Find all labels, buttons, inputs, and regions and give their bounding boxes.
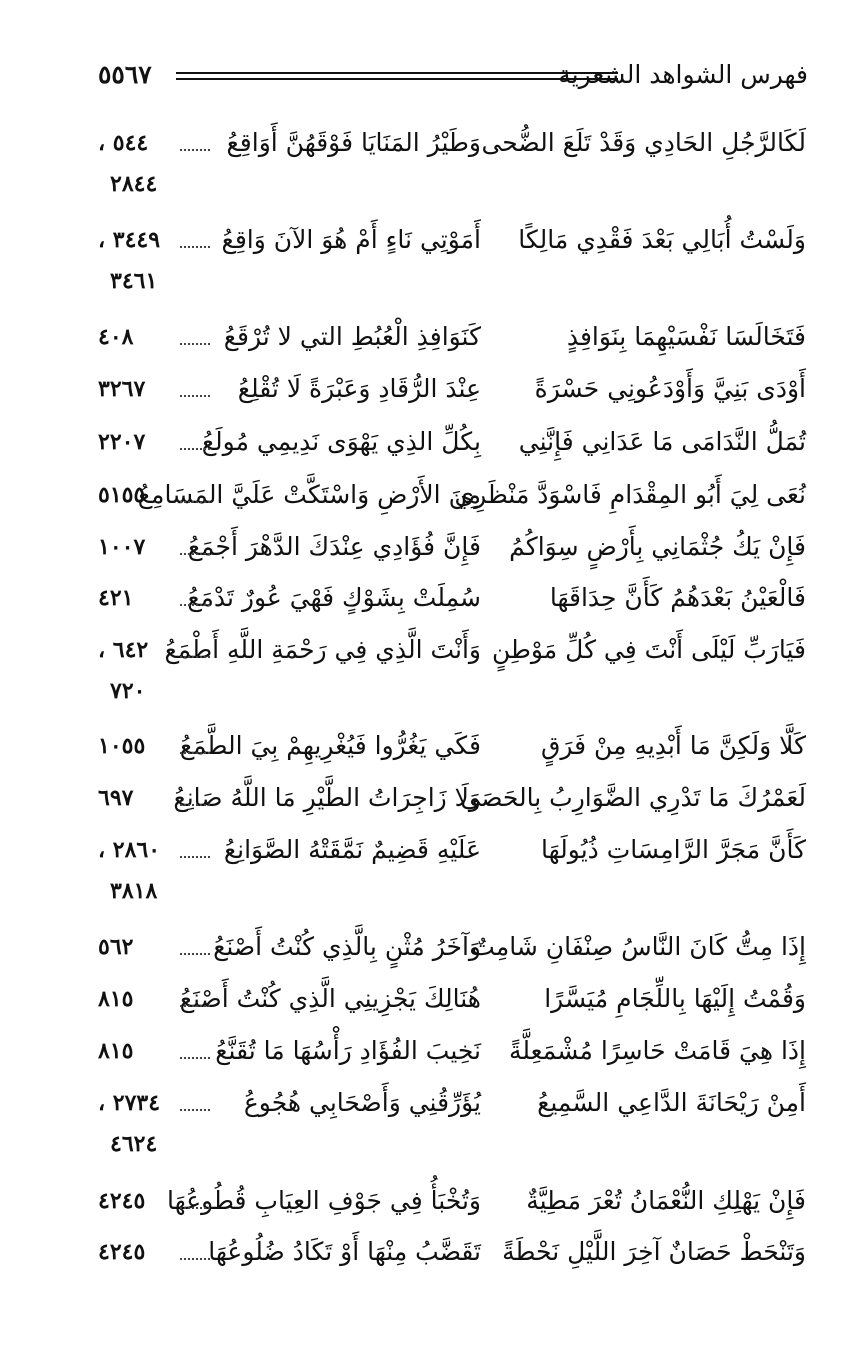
verse-first-hemistich: كَلَّا وَلَكِنَّ مَا أَبْدِيهِ مِنْ فَرَقٍ (540, 731, 806, 760)
verse-second-hemistich: عِنْدَ الرُّقَادِ وَعَبْرَةً لَا تُقْلِعُ (237, 374, 481, 403)
verse-second-hemistich: وَطَيْرُ المَنَايَا فَوْقَهُنَّ أَوَاقِعُ (226, 128, 481, 157)
verse-first-hemistich: لَكَالرَّجُلِ الحَادِي وَقَدْ تَلَعَ الضُّحى (481, 128, 806, 157)
page-title: فهرس الشواهد الشعرية (558, 60, 808, 89)
verse-first-hemistich: تُمَلُّ النَّدَامَى مَا عَدَانِي فَإِنَّنِي (518, 427, 806, 456)
verse-second-hemistich: سُمِلَتْ بِشَوْكٍ فَهْيَ عُورٌ تَدْمَعُ (187, 583, 481, 612)
verse-reference: ٥٦٢ (98, 934, 134, 960)
verse-second-hemistich: فَكَي يَغُرُّوا فَيُغْرِيهِمْ بِيَ الطَّمَعُ (179, 731, 481, 760)
verse-second-hemistich: فَإِنَّ فُؤَادِي عِنْدَكَ الدَّهْرَ أَجْمَعُ (187, 532, 481, 561)
verse-first-hemistich: فَيَارَبِّ لَيْلَى أَنْتَ فِي كُلِّ مَوْطِنٍ (491, 635, 806, 664)
verse-entry (0, 369, 868, 409)
leader-dots (180, 448, 210, 450)
verse-reference: ٤٢١ (98, 585, 134, 611)
verse-entry (0, 979, 868, 1019)
verse-second-hemistich: تَقَضَّبُ مِنْهَا أَوْ تَكَادُ ضُلُوعُهَا (208, 1237, 481, 1266)
leader-dots (180, 1057, 210, 1059)
verse-second-hemistich: مِنَ الأَرْضِ وَاسْتَكَّتْ عَلَيَّ المَسَامِعُ (137, 480, 481, 509)
verse-entry (0, 1083, 868, 1157)
verse-reference: ٤٢٤٥ (98, 1188, 146, 1214)
leader-dots (180, 604, 210, 606)
verse-first-hemistich: أَمِنْ رَيْحَانَةَ الدَّاعِي السَّمِيعُ (537, 1088, 806, 1117)
verse-reference: ٣٢٦٧ (98, 376, 146, 402)
verse-first-hemistich: فَإِنْ يَهْلِكِ النُّعْمَانُ تُعْرَ مَطِيَّةٌ (526, 1186, 806, 1215)
leader-dots (180, 804, 210, 806)
verse-second-hemistich: أَمَوْتِي نَاءٍ أَمْ هُوَ الآنَ وَاقِعُ (221, 225, 481, 254)
verse-second-hemistich: بِكُلِّ الذِي يَهْوَى نَدِيمِي مُولَعُ (201, 427, 481, 456)
leader-dots (180, 501, 210, 503)
verse-first-hemistich: فَتَخَالَسَا نَفْسَيْهِمَا بِنَوَافِذٍ (566, 322, 806, 351)
verse-entry (0, 1031, 868, 1071)
verse-reference-continued: ٣٤٦١ (110, 268, 158, 294)
leader-dots (180, 656, 210, 658)
verse-entry (0, 220, 868, 294)
verse-entry (0, 726, 868, 766)
verse-second-hemistich: يُؤَرِّقُنِي وَأَصْحَابِي هُجُوعُ (243, 1088, 481, 1117)
verse-reference: ٢٢٠٧ (98, 429, 146, 455)
verse-second-hemistich: هُنَالِكَ يَجْزِينِي الَّذِي كُنْتُ أَصْنَعُ (179, 984, 481, 1013)
verse-entry (0, 527, 868, 567)
header-rule (176, 72, 618, 80)
verse-first-hemistich: وَتَنْحَطْ حَصَانٌ آخِرَ اللَّيْلِ نَحْطَةً (502, 1237, 806, 1266)
leader-dots (180, 553, 210, 555)
leader-dots (180, 1005, 210, 1007)
leader-dots (180, 953, 210, 955)
verse-first-hemistich: كَأَنَّ مَجَرَّ الرَّامِسَاتِ ذُيُولَهَا (541, 835, 806, 864)
verse-second-hemistich: كَنَوَافِذِ الْعُبُطِ التي لا تُرْقَعُ (223, 322, 481, 351)
verse-second-hemistich: وَلَا زَاجِرَاتُ الطَّيْرِ مَا اللَّهُ صَانِعُ (173, 783, 481, 812)
verse-reference-continued: ٧٢٠ (110, 678, 146, 704)
verse-reference: ٨١٥ (98, 1038, 134, 1064)
verse-reference-continued: ٣٨١٨ (110, 878, 158, 904)
leader-dots (180, 856, 210, 858)
verse-first-hemistich: إِذَا هِيَ قَامَتْ حَاسِرًا مُشْمَعِلَّةً (509, 1036, 806, 1065)
verse-reference: ١٠٥٥ (98, 733, 146, 759)
leader-dots (180, 343, 210, 345)
verse-entry (0, 578, 868, 618)
verse-first-hemistich: فَإِنْ يَكُ جُثْمَانِي بِأَرْضٍ سِوَاكُمُ (509, 532, 806, 561)
verse-reference-continued: ٤٦٢٤ (110, 1131, 158, 1157)
verse-reference: ٤٢٤٥ (98, 1239, 146, 1265)
verse-first-hemistich: نُعَى لِيَ أَبُو المِقْدَامِ فَاسْوَدَّ مَنْظَرِي (454, 480, 806, 509)
leader-dots (180, 395, 210, 397)
leader-dots (180, 1109, 210, 1111)
verse-entry (0, 630, 868, 704)
verse-reference: ٢٨٦٠ ، (98, 837, 161, 863)
verse-second-hemistich: عَلَيْهِ قَضِيمٌ نَمَّقَتْهُ الصَّوَانِعُ (223, 835, 481, 864)
leader-dots (180, 1207, 210, 1209)
verse-first-hemistich: لَعَمْرُكَ مَا تَدْرِي الضَّوَارِبُ بِالحَصَى (460, 783, 806, 812)
leader-dots (180, 752, 210, 754)
verse-second-hemistich: وَأَنْتَ الَّذِي فِي رَحْمَةِ اللَّهِ أَطْمَعُ (164, 635, 481, 664)
verse-entry (0, 927, 868, 967)
verse-first-hemistich: وَلَسْتُ أُبَالِي بَعْدَ فَقْدِي مَالِكًا (518, 225, 806, 254)
verse-second-hemistich: وَتُخْبَأُ فِي جَوْفِ العِيَابِ قُطُوعُهَا (167, 1186, 481, 1215)
verse-reference: ٥٤٤ ، (98, 130, 149, 156)
verse-reference: ٣٤٤٩ ، (98, 227, 161, 253)
verse-first-hemistich: إِذَا مِتُّ كَانَ النَّاسُ صِنْفَانِ شَامِتٌ (471, 932, 806, 961)
verse-entry (0, 123, 868, 197)
verse-first-hemistich: وَقُمْتُ إِلَيْهَا بِاللِّجَامِ مُيَسَّرًا (544, 984, 806, 1013)
verse-entry (0, 1181, 868, 1221)
verse-reference: ٨١٥ (98, 986, 134, 1012)
leader-dots (180, 246, 210, 248)
verse-reference: ١٠٠٧ (98, 534, 146, 560)
verse-reference: ٦٩٧ (98, 785, 134, 811)
verse-entry (0, 422, 868, 462)
verse-entry (0, 830, 868, 904)
verse-second-hemistich: نَخِيبَ الفُؤَادِ رَأْسُهَا مَا تُقَنَّعُ (215, 1036, 481, 1065)
verse-reference: ٥١٥٥ (98, 482, 146, 508)
verse-entry (0, 475, 868, 515)
verse-reference: ٤٠٨ (98, 324, 134, 350)
verse-entry (0, 317, 868, 357)
verse-reference: ٢٧٣٤ ، (98, 1090, 161, 1116)
verse-first-hemistich: أَوْدَى بَنِيَّ وَأَوْدَعُونِي حَسْرَةً (534, 374, 806, 403)
page-number: ٥٥٦٧ (98, 60, 152, 89)
leader-dots (180, 1258, 210, 1260)
verse-entry (0, 778, 868, 818)
verse-first-hemistich: فَالْعَيْنُ بَعْدَهُمُ كَأَنَّ حِدَاقَهَا (549, 583, 806, 612)
verse-reference-continued: ٢٨٤٤ (110, 171, 158, 197)
page-header (98, 58, 808, 98)
verse-reference: ٦٤٢ ، (98, 637, 149, 663)
verse-entry (0, 1232, 868, 1272)
verse-second-hemistich: وَآخَرُ مُثْنٍ بِالَّذِي كُنْتُ أَصْنَعُ (213, 932, 481, 961)
leader-dots (180, 149, 210, 151)
